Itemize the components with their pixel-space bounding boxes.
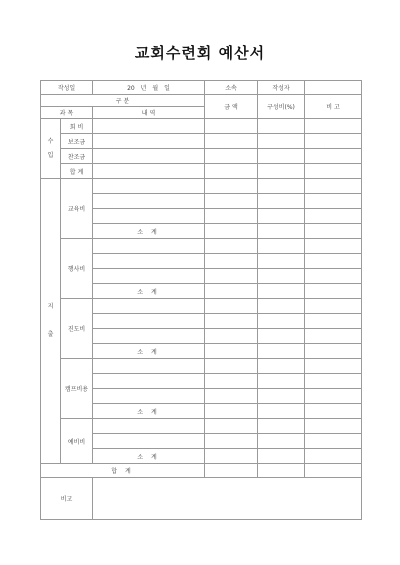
entry-cell[interactable]	[305, 239, 362, 254]
detail-header: 내 역	[93, 107, 205, 119]
entry-cell[interactable]	[258, 254, 305, 269]
entry-cell[interactable]	[258, 314, 305, 329]
entry-cell[interactable]	[205, 119, 258, 134]
expense-row	[41, 239, 362, 254]
entry-cell[interactable]	[258, 329, 305, 344]
entry-cell[interactable]	[258, 149, 305, 164]
entry-cell[interactable]	[258, 299, 305, 314]
income-row	[41, 119, 362, 134]
entry-cell[interactable]	[93, 209, 205, 224]
entry-cell[interactable]	[93, 164, 205, 179]
income-item: 보조금	[61, 134, 93, 149]
entry-cell[interactable]	[258, 119, 305, 134]
entry-cell[interactable]	[258, 224, 305, 239]
expense-label-top: 지	[47, 303, 54, 310]
entry-cell[interactable]	[205, 389, 258, 404]
entry-cell[interactable]	[93, 374, 205, 389]
entry-cell[interactable]	[258, 344, 305, 359]
entry-cell[interactable]	[205, 179, 258, 194]
income-label-top: 수	[47, 137, 54, 145]
entry-cell[interactable]	[258, 179, 305, 194]
entry-cell[interactable]	[205, 419, 258, 434]
expense-group-label: 캠프비용	[61, 359, 93, 419]
entry-cell[interactable]	[305, 314, 362, 329]
expense-group-label: 교육비	[61, 179, 93, 239]
date-day-unit: 일	[164, 85, 170, 92]
page-title: 교회수련회 예산서	[134, 44, 266, 62]
grand-total-label: 합 계	[41, 464, 205, 478]
entry-cell[interactable]	[305, 254, 362, 269]
income-item: 찬조금	[61, 149, 93, 164]
income-label-bottom: 입	[47, 151, 54, 159]
entry-cell[interactable]	[205, 449, 258, 464]
entry-cell[interactable]	[93, 149, 205, 164]
date-label: 작성일	[41, 81, 93, 95]
entry-cell[interactable]	[305, 134, 362, 149]
entry-cell[interactable]	[205, 344, 258, 359]
income-total-label: 합 계	[61, 164, 93, 179]
entry-cell[interactable]	[205, 404, 258, 419]
entry-cell[interactable]	[93, 119, 205, 134]
entry-cell[interactable]	[93, 269, 205, 284]
entry-cell[interactable]	[258, 449, 305, 464]
entry-cell[interactable]	[93, 389, 205, 404]
entry-cell[interactable]	[93, 179, 205, 194]
entry-cell[interactable]	[258, 389, 305, 404]
subtotal-label: 소 계	[93, 344, 205, 359]
entry-cell[interactable]	[305, 119, 362, 134]
income-total-row	[41, 164, 362, 179]
entry-cell[interactable]	[258, 284, 305, 299]
entry-cell[interactable]	[305, 224, 362, 239]
dept-label: 소속	[225, 85, 237, 92]
date-month-unit: 월	[152, 85, 159, 92]
entry-cell[interactable]	[258, 404, 305, 419]
entry-cell[interactable]	[305, 269, 362, 284]
entry-cell[interactable]	[258, 164, 305, 179]
entry-cell[interactable]	[305, 149, 362, 164]
entry-cell[interactable]	[205, 254, 258, 269]
expense-group-label: 예비비	[61, 419, 93, 464]
date-year-prefix: 20	[127, 85, 135, 92]
entry-cell[interactable]	[305, 299, 362, 314]
entry-cell[interactable]	[258, 359, 305, 374]
entry-cell[interactable]	[205, 209, 258, 224]
entry-cell[interactable]	[305, 389, 362, 404]
amount-header: 금 액	[205, 95, 258, 119]
subtotal-label: 소 계	[93, 284, 205, 299]
remarks-field[interactable]	[93, 478, 362, 520]
header-info-row	[41, 81, 362, 95]
entry-cell[interactable]	[205, 329, 258, 344]
entry-cell[interactable]	[205, 434, 258, 449]
entry-cell[interactable]	[305, 329, 362, 344]
entry-cell[interactable]	[205, 194, 258, 209]
note-header: 비 고	[305, 95, 362, 119]
entry-cell[interactable]	[305, 359, 362, 374]
entry-cell[interactable]	[205, 359, 258, 374]
entry-cell[interactable]	[305, 434, 362, 449]
income-item: 회 비	[61, 119, 93, 134]
entry-cell[interactable]	[305, 284, 362, 299]
entry-cell[interactable]	[93, 314, 205, 329]
expense-row	[41, 179, 362, 194]
expense-row	[41, 359, 362, 374]
subtotal-label: 소 계	[93, 449, 205, 464]
entry-cell[interactable]	[93, 194, 205, 209]
entry-cell[interactable]	[93, 359, 205, 374]
subtotal-label: 소 계	[93, 224, 205, 239]
column-header-row	[41, 95, 362, 107]
entry-cell[interactable]	[205, 314, 258, 329]
dept-cell[interactable]	[205, 81, 258, 95]
entry-cell[interactable]	[258, 419, 305, 434]
entry-cell[interactable]	[205, 374, 258, 389]
entry-cell[interactable]	[93, 329, 205, 344]
entry-cell[interactable]	[258, 269, 305, 284]
expense-group-label: 행사비	[61, 239, 93, 299]
entry-cell[interactable]	[93, 254, 205, 269]
date-year-unit: 년	[140, 85, 147, 92]
expense-group-label: 진도비	[61, 299, 93, 359]
ratio-header: 구성비(%)	[258, 95, 305, 119]
entry-cell[interactable]	[205, 224, 258, 239]
entry-cell[interactable]	[205, 269, 258, 284]
entry-cell[interactable]	[258, 434, 305, 449]
entry-cell[interactable]	[305, 179, 362, 194]
income-row	[41, 134, 362, 149]
entry-cell[interactable]	[305, 344, 362, 359]
category-header: 구 분	[41, 95, 205, 107]
entry-cell[interactable]	[205, 239, 258, 254]
entry-cell[interactable]	[205, 464, 258, 478]
entry-cell[interactable]	[258, 239, 305, 254]
grand-total-row	[41, 464, 362, 478]
subtotal-label: 소 계	[93, 404, 205, 419]
date-field[interactable]	[93, 81, 205, 95]
entry-cell[interactable]	[305, 209, 362, 224]
remarks-row	[41, 478, 362, 520]
expense-row	[41, 419, 362, 434]
income-label	[41, 119, 61, 179]
entry-cell[interactable]	[93, 239, 205, 254]
entry-cell[interactable]	[305, 374, 362, 389]
budget-table	[40, 80, 362, 520]
expense-label	[41, 179, 61, 464]
entry-cell[interactable]	[205, 164, 258, 179]
sub-category-header: 과 목	[41, 107, 93, 119]
entry-cell[interactable]	[258, 194, 305, 209]
entry-cell[interactable]	[258, 209, 305, 224]
entry-cell[interactable]	[93, 299, 205, 314]
entry-cell[interactable]	[258, 134, 305, 149]
entry-cell[interactable]	[205, 149, 258, 164]
entry-cell[interactable]	[305, 404, 362, 419]
author-label: 작성자	[258, 81, 305, 95]
entry-cell[interactable]	[205, 284, 258, 299]
entry-cell[interactable]	[305, 164, 362, 179]
income-row	[41, 149, 362, 164]
expense-label-bottom: 출	[47, 331, 54, 338]
remarks-label: 비고	[41, 478, 93, 520]
entry-cell[interactable]	[258, 374, 305, 389]
entry-cell[interactable]	[205, 299, 258, 314]
entry-cell[interactable]	[305, 194, 362, 209]
entry-cell[interactable]	[93, 434, 205, 449]
entry-cell[interactable]	[205, 134, 258, 149]
entry-cell[interactable]	[305, 464, 362, 478]
entry-cell[interactable]	[93, 134, 205, 149]
entry-cell[interactable]	[305, 449, 362, 464]
entry-cell[interactable]	[93, 419, 205, 434]
entry-cell[interactable]	[305, 419, 362, 434]
expense-row	[41, 299, 362, 314]
author-field[interactable]	[305, 81, 362, 95]
entry-cell[interactable]	[258, 464, 305, 478]
